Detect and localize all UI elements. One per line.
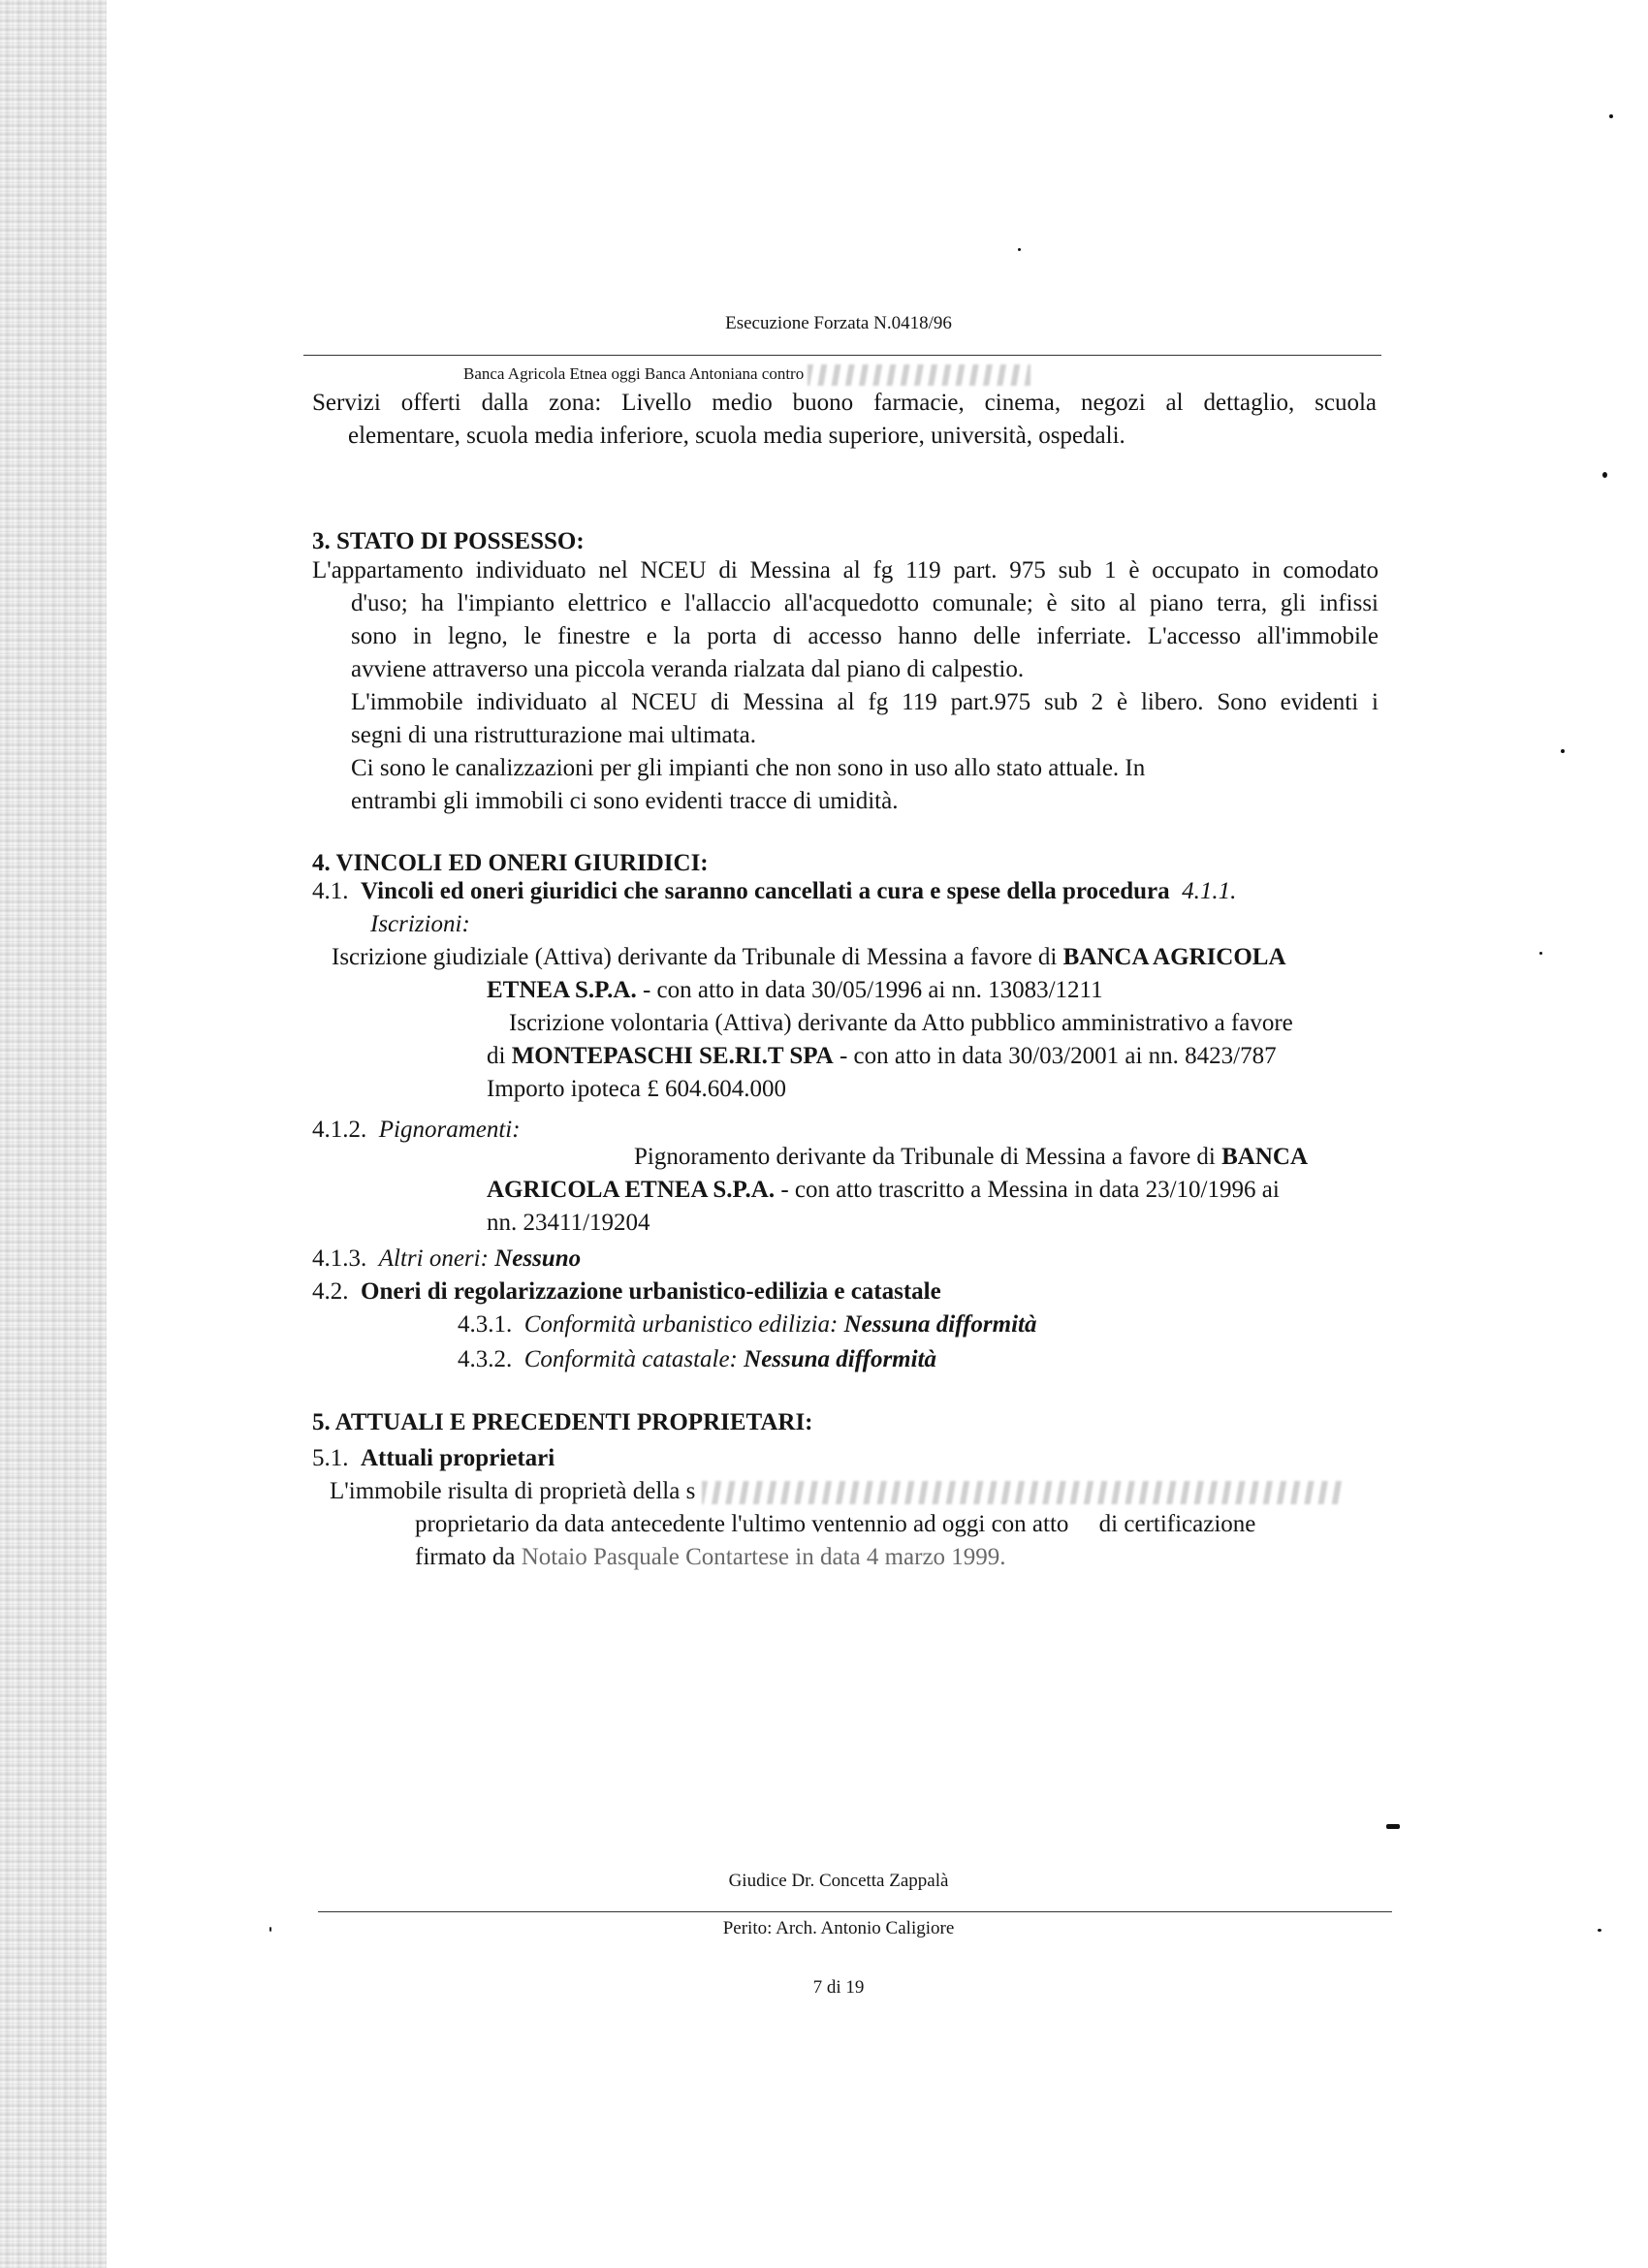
pig-bank-2: AGRICOLA ETNEA S.P.A. <box>487 1177 776 1203</box>
s3-line-4: avviene attraverso una piccola veranda rialzata dal piano di calpestio. <box>351 656 1025 682</box>
isc1-text: Iscrizione giudiziale (Attiva) derivante da Tribunale di Messina a favore di <box>332 944 1063 970</box>
pig-details: - con atto trascritto a Messina in data 23/10/1996 ai <box>775 1177 1280 1203</box>
scan-speck <box>1386 1824 1400 1829</box>
scan-speck <box>1602 472 1607 478</box>
footer-judge: Giudice Dr. Concetta Zappalà <box>728 1871 949 1891</box>
s51-line-2a: proprietario da data antecedente l'ultimo ventennio ad oggi con atto <box>415 1511 1069 1537</box>
s51-line-2b: di certificazione <box>1098 1511 1256 1537</box>
iscrizione-1 <box>332 941 1380 1007</box>
s42-line <box>312 1276 941 1308</box>
pignoramento <box>487 1141 1388 1240</box>
s3-line-3: sono in legno, le finestre e la porta di accesso hanno delle inferriate. L'accesso all'immobile <box>351 623 1379 649</box>
s412-number: 4.1.2. <box>312 1117 367 1143</box>
s51-heading <box>312 1442 555 1475</box>
s3-line-8: entrambi gli immobili ci sono evidenti tracce di umidità. <box>351 788 899 814</box>
footer-rule <box>318 1911 1392 1912</box>
s3-line-1: L'appartamento individuato nel NCEU di Messina al fg 119 part. 975 sub 1 è occupato in comodato <box>312 557 1379 583</box>
iscrizioni-label: Iscrizioni: <box>370 911 470 937</box>
s41-ref: 4.1.1. <box>1182 878 1237 904</box>
scan-speck <box>1598 1929 1601 1932</box>
section-5-title: 5. ATTUALI E PRECEDENTI PROPRIETARI: <box>312 1409 813 1435</box>
isc2-importo: Importo ipoteca £ 604.604.000 <box>487 1076 786 1102</box>
s42-number: 4.2. <box>312 1278 349 1305</box>
pig-numbers: nn. 23411/19204 <box>487 1210 650 1236</box>
s432-value: Nessuna difformità <box>744 1346 937 1372</box>
isc2-bank: MONTEPASCHI SE.RI.T SPA <box>511 1043 834 1069</box>
isc2-details: - con atto in data 30/03/2001 ai nn. 8423/787 <box>833 1043 1277 1069</box>
section-4-title: 4. VINCOLI ED ONERI GIURIDICI: <box>312 850 709 876</box>
s413-line <box>312 1243 581 1276</box>
s431-number: 4.3.1. <box>458 1311 513 1338</box>
s412-title: Pignoramenti: <box>378 1117 521 1143</box>
s413-number: 4.1.3. <box>312 1245 367 1272</box>
s51-title: Attuali proprietari <box>361 1445 555 1471</box>
isc2-line-1: Iscrizione volontaria (Attiva) derivante da Atto pubblico amministrativo a favore <box>509 1010 1293 1036</box>
s3-line-5: L'immobile individuato al NCEU di Messina al fg 119 part.975 sub 2 è libero. Sono evidenti i <box>351 689 1379 715</box>
scan-speck <box>1609 114 1613 118</box>
scan-speck <box>269 1927 271 1932</box>
s41-title: Vincoli ed oneri giuridici che saranno cancellati a cura e spese della procedura <box>361 878 1170 904</box>
isc2-di: di <box>487 1043 512 1069</box>
servizi-line-1: Servizi offerti dalla zona: Livello medio buono farmacie, cinema, negozi al dettaglio, scuola <box>312 390 1377 416</box>
header-subtitle <box>463 364 1030 386</box>
header-rule <box>303 355 1381 356</box>
s432-line <box>458 1343 936 1376</box>
scan-speck <box>1561 749 1565 753</box>
s51-line-3b: Notaio Pasquale Contartese in data 4 marzo 1999. <box>521 1544 1006 1570</box>
scan-speck <box>1539 952 1542 955</box>
iscrizione-2 <box>509 1007 1386 1040</box>
servizi-paragraph <box>312 387 1377 453</box>
isc1-bank: BANCA AGRICOLA <box>1062 944 1286 970</box>
s413-label: Altri oneri: <box>378 1245 489 1272</box>
pig-bank: BANCA <box>1221 1144 1309 1170</box>
redacted-owner <box>702 1481 1342 1504</box>
s51-body <box>330 1475 1386 1574</box>
s51-number: 5.1. <box>312 1445 349 1471</box>
s3-line-6: segni di una ristrutturazione mai ultimata. <box>351 722 756 748</box>
header-subtitle-text: Banca Agricola Etnea oggi Banca Antoniana contro <box>463 364 805 383</box>
pig-text: Pignoramento derivante da Tribunale di Messina a favore di <box>634 1144 1222 1170</box>
s3-line-2: d'uso; ha l'impianto elettrico e l'allaccio all'acquedotto comunale; è sito al piano terra, gli infissi <box>351 590 1379 616</box>
s41-heading <box>312 875 1236 908</box>
s41-number: 4.1. <box>312 878 349 904</box>
section-3-title: 3. STATO DI POSSESSO: <box>312 528 585 554</box>
s51-line-1: L'immobile risulta di proprietà della s <box>330 1478 696 1504</box>
s51-line-3a: firmato da <box>415 1544 516 1570</box>
s3-line-7: Ci sono le canalizzazioni per gli impianti che non sono in uso allo stato attuale. In <box>351 755 1146 781</box>
s432-number: 4.3.2. <box>458 1346 513 1372</box>
scan-speck <box>1018 248 1021 251</box>
section-3-body <box>312 554 1379 818</box>
iscrizione-2-cont <box>487 1040 1388 1106</box>
redacted-name <box>808 364 1030 386</box>
s431-label: Conformità urbanistico edilizia: <box>523 1311 839 1338</box>
servizi-line-2: elementare, scuola media inferiore, scuola media superiore, università, ospedali. <box>348 423 1125 449</box>
footer-expert: Perito: Arch. Antonio Caligiore <box>722 1918 955 1938</box>
isc1-bank-2: ETNEA S.P.A. <box>487 977 637 1003</box>
s431-line <box>458 1308 1037 1341</box>
footer-page-number: 7 di 19 <box>812 1977 865 1998</box>
s432-label: Conformità catastale: <box>523 1346 738 1372</box>
s431-value: Nessuna difformità <box>843 1311 1037 1338</box>
header-title: Esecuzione Forzata N.0418/96 <box>725 313 952 333</box>
s42-title: Oneri di regolarizzazione urbanistico-edilizia e catastale <box>361 1278 941 1305</box>
isc1-details: - con atto in data 30/05/1996 ai nn. 13083/1211 <box>636 977 1103 1003</box>
s413-value: Nessuno <box>494 1245 582 1272</box>
